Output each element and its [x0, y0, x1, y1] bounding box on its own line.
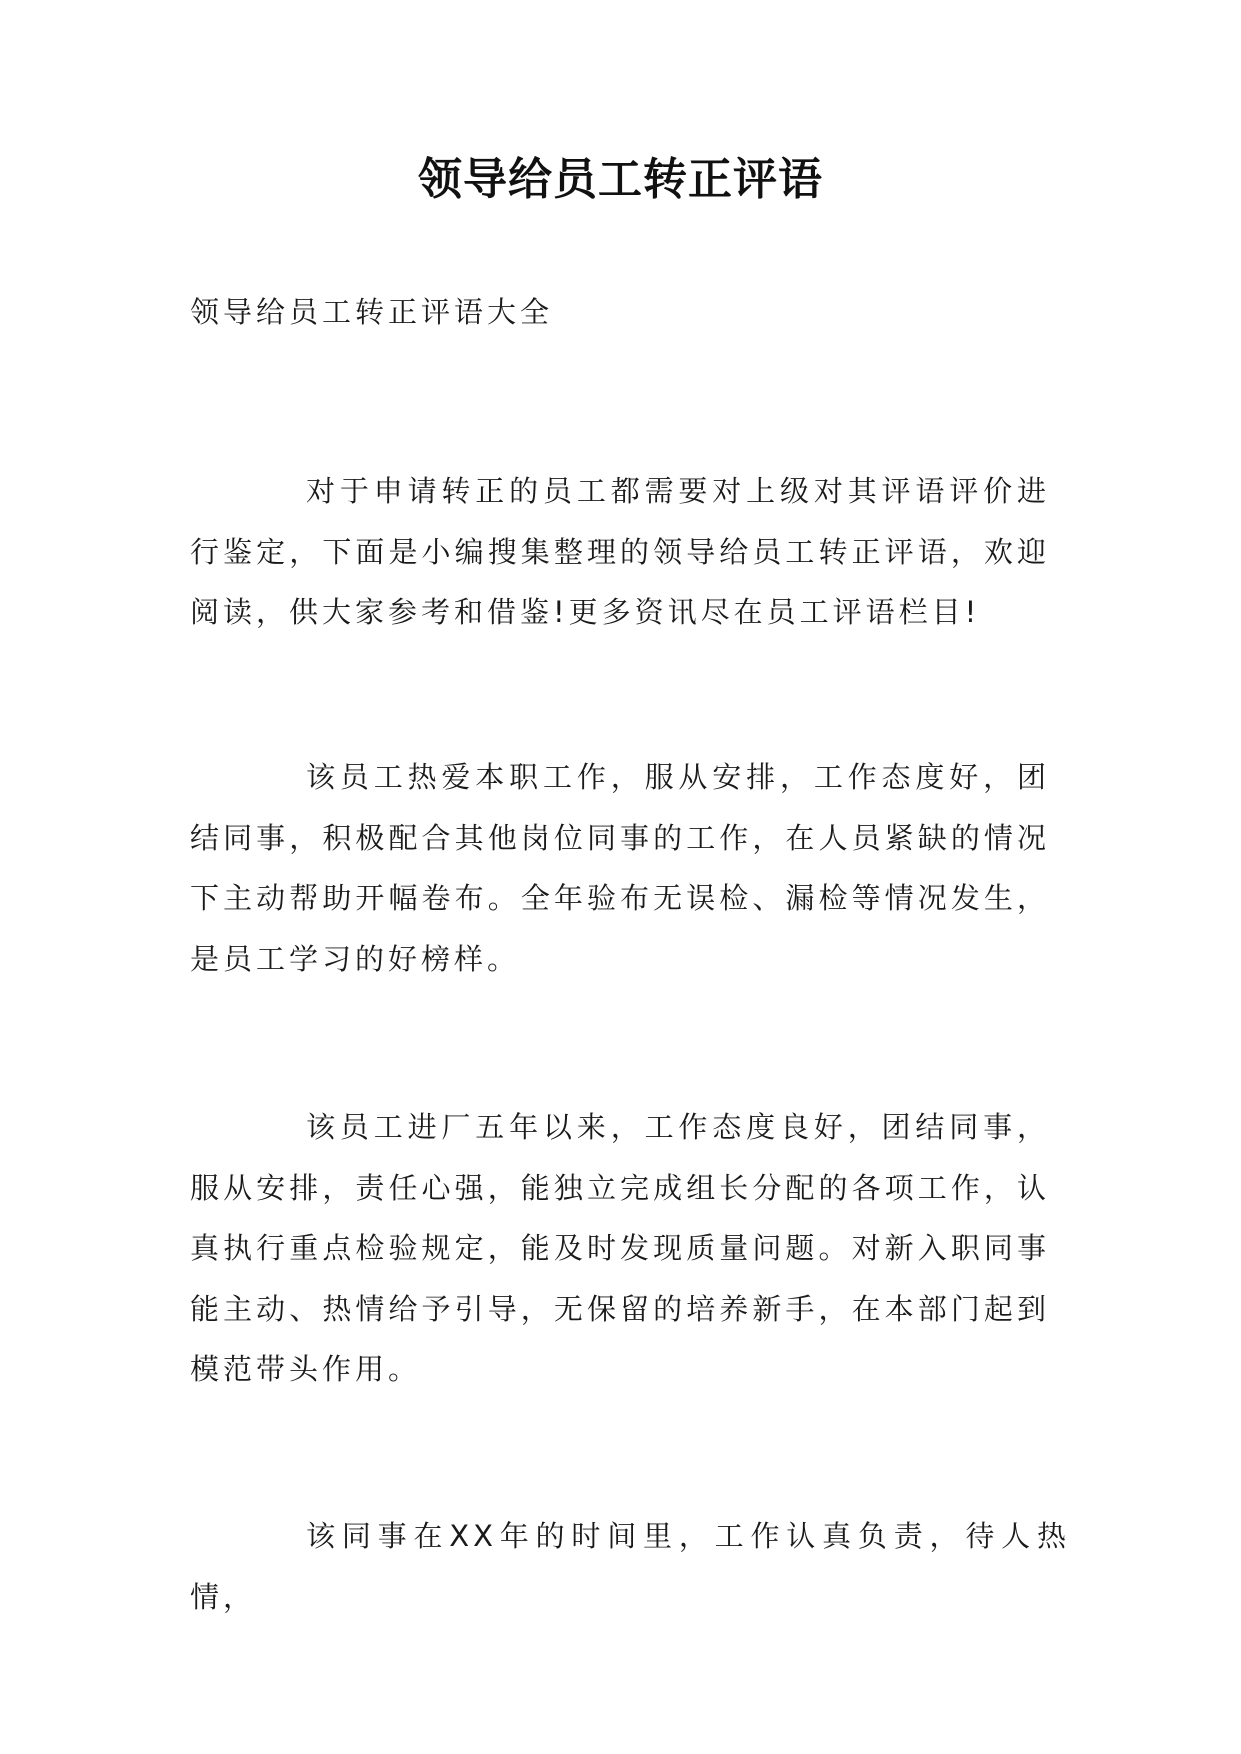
paragraph-intro: 对于申请转正的员工都需要对上级对其评语评价进行鉴定，下面是小编搜集整理的领导给员工转正评语，欢迎阅读，供大家参考和借鉴!更多资讯尽在员工评语栏目! — [190, 474, 1050, 629]
document-subtitle: 领导给员工转正评语大全 — [190, 295, 554, 329]
paragraph-comment-2: 该员工进厂五年以来，工作态度良好，团结同事，服从安排，责任心强，能独立完成组长分配的各项工作，认真执行重点检验规定，能及时发现质量问题。对新入职同事能主动、热情给予引导，无保留的培养新手，在本部门起到模范带头作用。 — [190, 1110, 1050, 1386]
paragraph-comment-3: 该同事在XX年的时间里，工作认真负责，待人热情， — [190, 1519, 1070, 1614]
paragraph-comment-1: 该员工热爱本职工作，服从安排，工作态度好，团结同事，积极配合其他岗位同事的工作，在人员紧缺的情况下主动帮助开幅卷布。全年验布无误检、漏检等情况发生，是员工学习的好榜样。 — [190, 760, 1050, 976]
document-title: 领导给员工转正评语 — [418, 154, 823, 205]
